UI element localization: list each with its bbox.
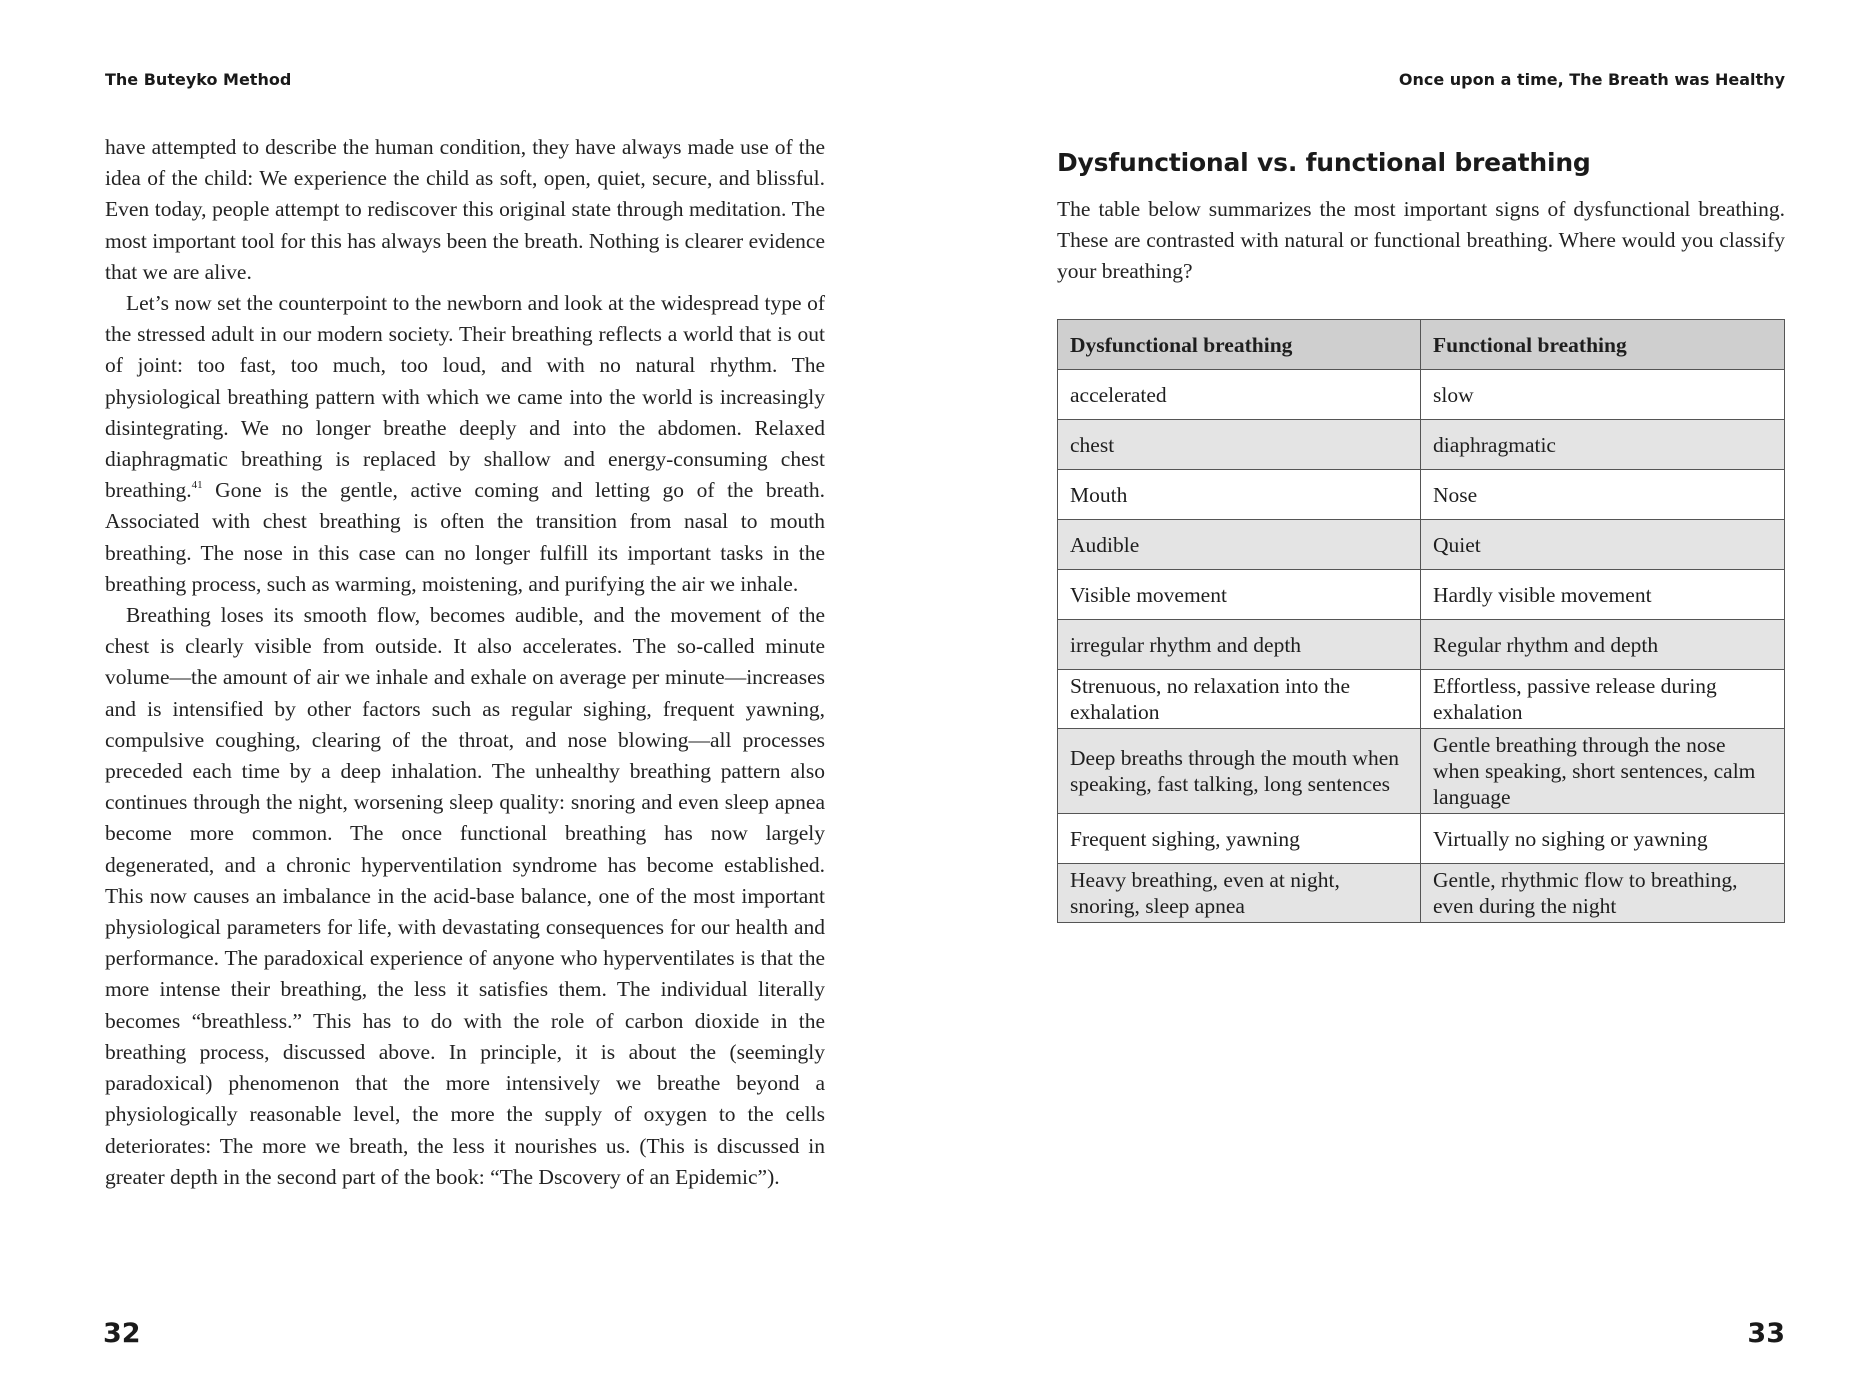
cell-dysfunctional: Visible movement: [1058, 570, 1421, 620]
running-head-left: The Buteyko Method: [105, 70, 292, 89]
cell-dysfunctional: Deep breaths through the mouth when speaking, fast talking, long sentences: [1058, 729, 1421, 814]
table-row: [1058, 520, 1785, 570]
cell-functional: Virtually no sighing or yawning: [1421, 814, 1785, 864]
table-row: [1058, 864, 1785, 923]
breathing-comparison-table: [1057, 319, 1785, 923]
paragraph-2: [105, 288, 825, 600]
page-number-right: 33: [1747, 1318, 1785, 1349]
paragraph-2-text-a: Let’s now set the counterpoint to the newborn and look at the widespread type of the stressed adult in our modern society. Their breathing reflects a world that is out of joint: too fast, too much, too loud, and with no natural rhythm. The physiological breathing pattern with which we came into the world is increasingly disintegrating. We no longer breathe deeply and into the abdomen. Relaxed diaphragmatic breathing is replaced by shallow and energy-consuming chest breathing.: [105, 291, 825, 503]
cell-functional: Quiet: [1421, 520, 1785, 570]
cell-dysfunctional: irregular rhythm and depth: [1058, 620, 1421, 670]
paragraph-1: have attempted to describe the human condition, they have always made use of the idea of the child: We experience the child as soft, open, quiet, secure, and blissful. Even today, people attempt to rediscover this original state through meditation. The most important tool for this has always been the breath. Nothing is clearer evidence that we are alive.: [105, 135, 825, 284]
running-head-right: Once upon a time, The Breath was Healthy: [1398, 70, 1785, 89]
cell-functional: Gentle breathing through the nose when speaking, short sentences, calm language: [1421, 729, 1785, 814]
cell-dysfunctional: chest: [1058, 420, 1421, 470]
cell-dysfunctional: Heavy breathing, even at night, snoring, sleep apnea: [1058, 864, 1421, 923]
table-row: [1058, 570, 1785, 620]
paragraph-3: Breathing loses its smooth flow, becomes audible, and the movement of the chest is clearly visible from outside. It also accelerates. The so-called minute volume—the amount of air we inhale and exhale on average per minute—increases and is intensified by other factors such as regular sighing, frequent yawning, compulsive coughing, clearing of the throat, and nose blowing—all processes preceded each time by a deep inhalation. The unhealthy breathing pattern also continues through the night, worsening sleep quality: snoring and even sleep apnea become more common. The once functional breathing has now largely degenerated, and a chronic hyperventilation syndrome has become established. This now causes an imbalance in the acid-base balance, one of the most important physiological parameters for life, with devastating consequences for our health and performance. The paradoxical experience of anyone who hyperventilates is that the more intense their breathing, the less it satisfies them. The individual literally becomes “breathless.” This has to do with the role of carbon dioxide in the breathing process, discussed above. In principle, it is about the (seemingly paradoxical) phenomenon that the more intensively we breathe beyond a physiologically reasonable level, the more the supply of oxygen to the cells deteriorates: The more we breath, the less it nourishes us. (This is discussed in greater depth in the second part of the book: “The Dscovery of an Epidemic”).: [105, 603, 825, 1189]
cell-dysfunctional: Strenuous, no relaxation into the exhalation: [1058, 670, 1421, 729]
right-page: [933, 0, 1866, 1400]
header-functional: Functional breathing: [1421, 320, 1785, 370]
intro-paragraph: The table below summarizes the most important signs of dysfunctional breathing. These are contrasted with natural or functional breathing. Where would you classify your breathing?: [1057, 197, 1785, 284]
footnote-marker[interactable]: 41: [191, 479, 203, 492]
cell-dysfunctional: Mouth: [1058, 470, 1421, 520]
cell-functional: Regular rhythm and depth: [1421, 620, 1785, 670]
cell-dysfunctional: Frequent sighing, yawning: [1058, 814, 1421, 864]
page-number-left: 32: [103, 1318, 141, 1349]
table-row: [1058, 729, 1785, 814]
cell-functional: Effortless, passive release during exhalation: [1421, 670, 1785, 729]
table-row: [1058, 620, 1785, 670]
paragraph-2-text-b: Gone is the gentle, active coming and letting go of the breath. Associated with chest breathing is often the transition from nasal to mouth breathing. The nose in this case can no longer fulfill its important tasks in the breathing process, such as warming, moistening, and purifying the air we inhale.: [105, 478, 825, 596]
table-row: [1058, 420, 1785, 470]
section-heading: Dysfunctional vs. functional breathing: [1057, 148, 1591, 177]
table-row: [1058, 670, 1785, 729]
table-row: [1058, 470, 1785, 520]
cell-functional: Gentle, rhythmic flow to breathing, even during the night: [1421, 864, 1785, 923]
cell-dysfunctional: Audible: [1058, 520, 1421, 570]
table-row: [1058, 814, 1785, 864]
cell-functional: slow: [1421, 370, 1785, 420]
table-row: [1058, 370, 1785, 420]
cell-functional: diaphragmatic: [1421, 420, 1785, 470]
body-text: [105, 132, 825, 1193]
cell-functional: Nose: [1421, 470, 1785, 520]
table-header-row: [1058, 320, 1785, 370]
header-dysfunctional: Dysfunctional breathing: [1058, 320, 1421, 370]
cell-functional: Hardly visible movement: [1421, 570, 1785, 620]
cell-dysfunctional: accelerated: [1058, 370, 1421, 420]
